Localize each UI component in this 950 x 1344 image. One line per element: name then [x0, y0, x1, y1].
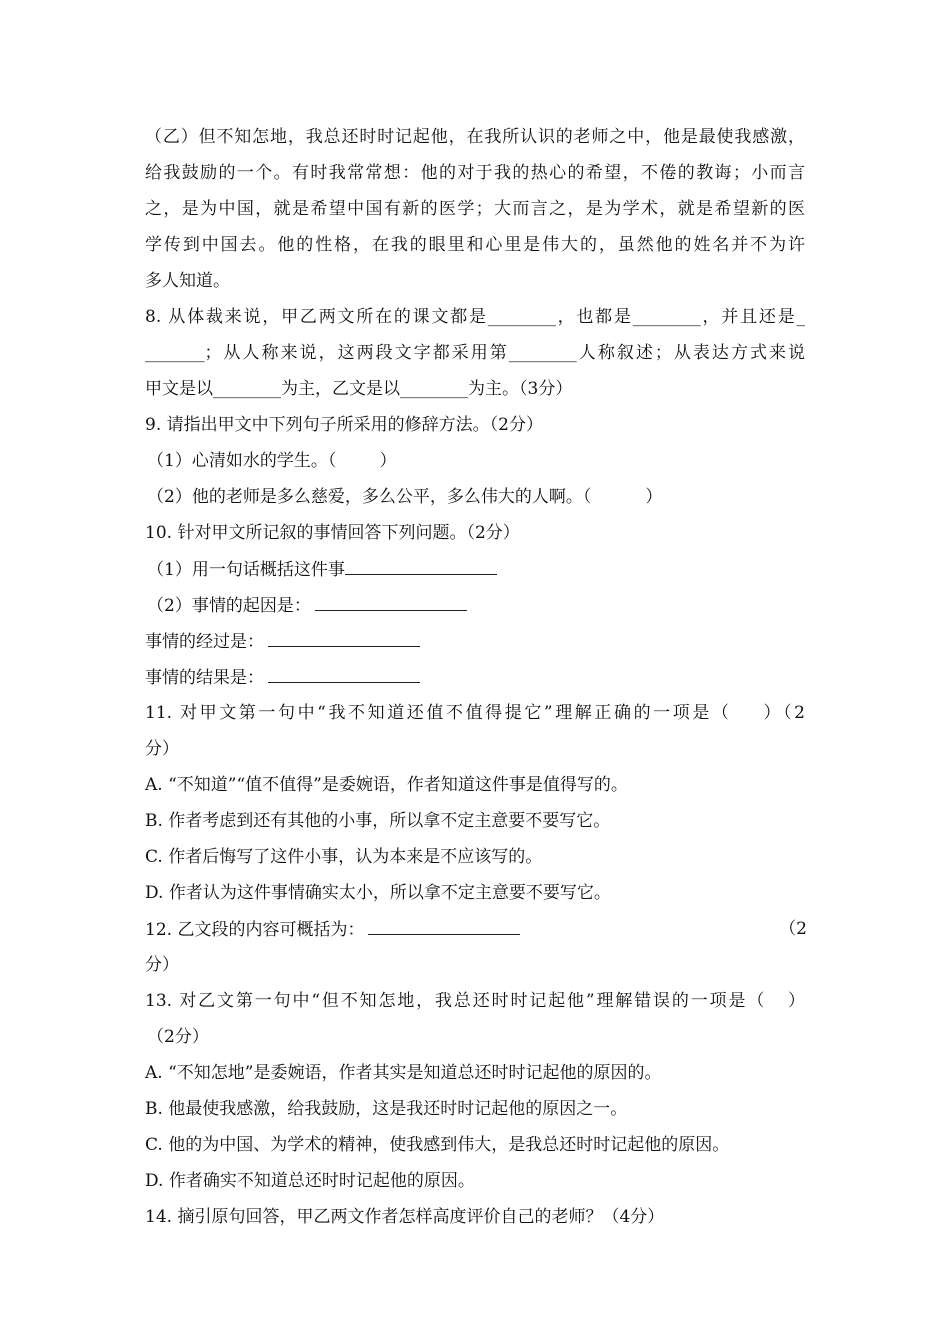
- passage-line: 学传到中国去。他的性格，在我的眼里和心里是伟大的，虽然他的姓名并不为许: [145, 235, 805, 255]
- answer-blank[interactable]: [268, 666, 420, 683]
- question-stem: 14. 摘引原句回答，甲乙两文作者怎样高度评价自己的老师？（4分）: [145, 1207, 665, 1227]
- passage-line: （乙）但不知怎地，我总还时时记起他，在我所认识的老师之中，他是最使我感激，: [145, 127, 805, 147]
- answer-blank[interactable]: [315, 594, 467, 611]
- passage-line: 给我鼓励的一个。有时我常常想：他的对于我的热心的希望，不倦的教诲；小而言: [145, 163, 805, 183]
- answer-blank[interactable]: [345, 558, 497, 575]
- sub-question: [147, 594, 467, 617]
- question-stem: [145, 918, 520, 941]
- option-c: C. 作者后悔写了这件小事，认为本来是不应该写的。: [145, 847, 543, 867]
- sub-question-label: （1）用一句话概括这件事: [147, 560, 345, 580]
- question-stem: 10. 针对甲文所记叙的事情回答下列问题。（2分）: [145, 523, 520, 543]
- score-label: （2分）: [147, 1027, 209, 1047]
- sub-question-label: 事情的结果是：: [145, 668, 264, 688]
- option-b: B. 他最使我感激，给我鼓励，这是我还时时记起他的原因之一。: [145, 1099, 628, 1119]
- question-stem: 9. 请指出甲文中下列句子所采用的修辞方法。（2分）: [145, 415, 543, 435]
- sub-question-label: （2）事情的起因是：: [147, 596, 311, 616]
- sub-question: [147, 558, 497, 581]
- option-a: A. “不知道”“值不值得”是委婉语，作者知道这件事是值得写的。: [145, 775, 628, 795]
- answer-blank[interactable]: [268, 630, 420, 647]
- question-text: 甲文是以________为主，乙文是以________为主。（3分）: [145, 379, 573, 399]
- option-a: A. “不知怎地”是委婉语，作者其实是知道总还时时记起他的原因的。: [145, 1063, 662, 1083]
- score-label: （2: [779, 919, 807, 939]
- question-text: 8. 从体裁来说，甲乙两文所在的课文都是________，也都是________，并且还是_: [145, 307, 805, 327]
- question-stem-text: 12. 乙文段的内容可概括为：: [145, 920, 365, 940]
- option-d: D. 作者认为这件事情确实太小，所以拿不定主意要不要写它。: [145, 883, 611, 903]
- question-stem: 分）: [145, 739, 179, 759]
- sub-question: [145, 630, 420, 653]
- sub-question-label: 事情的经过是：: [145, 632, 264, 652]
- passage-line: 多人知道。: [145, 271, 230, 291]
- question-text: _______；从人称来说，这两段文字都采用第________人称叙述；从表达方式来说: [145, 343, 805, 363]
- question-stem: 13. 对乙文第一句中“但不知怎地，我总还时时记起他”理解错误的一项是（ ）: [145, 991, 805, 1011]
- score-label: 分）: [145, 955, 179, 975]
- answer-blank[interactable]: [368, 918, 520, 935]
- option-d: D. 作者确实不知道总还时时记起他的原因。: [145, 1171, 475, 1191]
- sub-question: （1）心清如水的学生。（ ）: [147, 451, 397, 471]
- question-stem: 11. 对甲文第一句中“我不知道还值不值得提它”理解正确的一项是（ ）（2: [145, 703, 805, 723]
- sub-question: （2）他的老师是多么慈爱，多么公平，多么伟大的人啊。（ ）: [147, 487, 663, 507]
- sub-question: [145, 666, 420, 689]
- option-c: C. 他的为中国、为学术的精神，使我感到伟大，是我总还时时记起他的原因。: [145, 1135, 730, 1155]
- passage-line: 之，是为中国，就是希望中国有新的医学；大而言之，是为学术，就是希望新的医: [145, 199, 805, 219]
- option-b: B. 作者考虑到还有其他的小事，所以拿不定主意要不要写它。: [145, 811, 611, 831]
